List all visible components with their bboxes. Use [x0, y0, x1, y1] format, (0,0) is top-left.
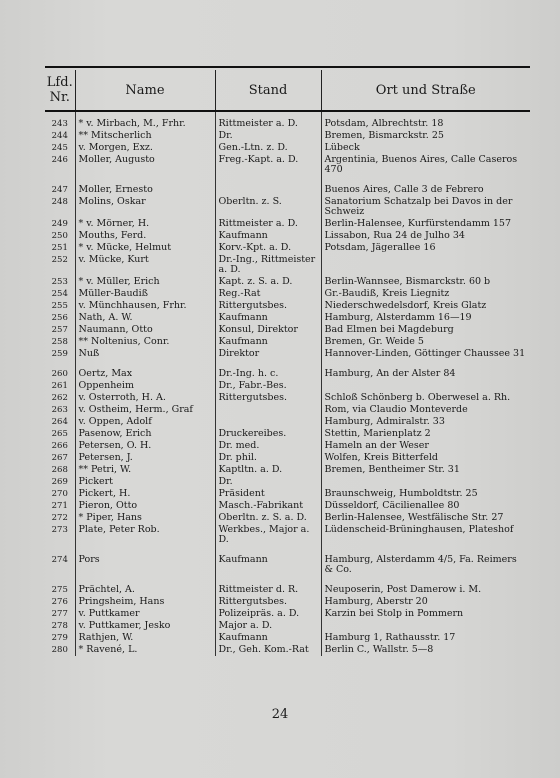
member-address: Sanatorium Schatzalp bei Davos in der Schweiz — [321, 196, 530, 218]
column-header-stand: Stand — [215, 70, 321, 111]
member-name: v. Oppen, Adolf — [75, 416, 215, 428]
member-address: Hamburg, Aberstr 20 — [321, 596, 530, 608]
member-occupation: Oberltn. z. S. — [215, 196, 321, 218]
member-address: Wolfen, Kreis Bitterfeld — [321, 452, 530, 464]
member-name: Pors — [75, 546, 215, 576]
member-name: v. Mücke, Kurt — [75, 254, 215, 276]
table-row — [45, 524, 530, 546]
member-occupation: Direktor — [215, 348, 321, 360]
member-address: Bremen, Bismarckstr. 25 — [321, 130, 530, 142]
table-row — [45, 154, 530, 176]
member-name: Pasenow, Erich — [75, 428, 215, 440]
row-number: 261 — [51, 381, 68, 391]
member-address: Düsseldorf, Cäcilienallee 80 — [321, 500, 530, 512]
member-address: Lüdenscheid-Brüninghausen, Plateshof — [321, 524, 530, 546]
member-occupation: Rittergutsbes. — [215, 300, 321, 312]
table-row — [45, 488, 530, 500]
table-row — [45, 620, 530, 632]
table-row — [45, 380, 530, 392]
row-number: 243 — [51, 119, 68, 129]
table-row — [45, 392, 530, 404]
table-row — [45, 608, 530, 620]
table-row — [45, 632, 530, 644]
row-number: 267 — [51, 453, 68, 463]
member-name: v. Münchhausen, Frhr. — [75, 300, 215, 312]
row-number: 272 — [51, 513, 68, 523]
column-header-ort: Ort und Straße — [321, 70, 530, 111]
member-address: Hameln an der Weser — [321, 440, 530, 452]
row-number: 262 — [51, 393, 68, 403]
member-name: * v. Müller, Erich — [75, 276, 215, 288]
table-row — [45, 644, 530, 656]
member-name: * Ravené, L. — [75, 644, 215, 656]
member-occupation: Major a. D. — [215, 620, 321, 632]
member-occupation: Dr., Fabr.-Bes. — [215, 380, 321, 392]
member-address: Hamburg, Admiralstr. 33 — [321, 416, 530, 428]
member-address: Gr.-Baudiß, Kreis Liegnitz — [321, 288, 530, 300]
table-header-row — [45, 70, 530, 111]
member-address: Hamburg, Alsterdamm 4/5, Fa. Reimers & Co. — [321, 546, 530, 576]
row-number: 252 — [51, 255, 68, 265]
table-row — [45, 130, 530, 142]
member-name: * Piper, Hans — [75, 512, 215, 524]
member-name: * v. Mirbach, M., Frhr. — [75, 118, 215, 130]
member-address: Hamburg, An der Alster 84 — [321, 360, 530, 380]
member-name: v. Osterroth, H. A. — [75, 392, 215, 404]
row-number: 276 — [51, 597, 68, 607]
member-address: Bremen, Gr. Weide 5 — [321, 336, 530, 348]
table-row — [45, 512, 530, 524]
member-occupation — [215, 416, 321, 428]
row-number: 253 — [51, 277, 68, 287]
member-occupation: Oberltn. z. S. a. D. — [215, 512, 321, 524]
member-address: Hannover-Linden, Göttinger Chaussee 31 — [321, 348, 530, 360]
row-number: 271 — [51, 501, 68, 511]
member-address: Bad Elmen bei Magdeburg — [321, 324, 530, 336]
row-number: 260 — [51, 369, 68, 379]
row-number: 273 — [51, 525, 68, 535]
table-row — [45, 196, 530, 218]
member-occupation: Rittmeister d. R. — [215, 576, 321, 596]
table-row — [45, 176, 530, 196]
table-row — [45, 360, 530, 380]
row-number: 257 — [51, 325, 68, 335]
member-address: Berlin-Halensee, Kurfürstendamm 157 — [321, 218, 530, 230]
member-occupation: Freg.-Kapt. a. D. — [215, 154, 321, 176]
member-address: Schloß Schönberg b. Oberwesel a. Rh. — [321, 392, 530, 404]
member-address: Buenos Aires, Calle 3 de Febrero — [321, 176, 530, 196]
page-number: 24 — [271, 707, 289, 722]
member-name: Petersen, O. H. — [75, 440, 215, 452]
member-occupation: Kaufmann — [215, 632, 321, 644]
member-occupation: Konsul, Direktor — [215, 324, 321, 336]
table-row — [45, 254, 530, 276]
table-row — [45, 230, 530, 242]
member-name: Petersen, J. — [75, 452, 215, 464]
member-name: Pickert, H. — [75, 488, 215, 500]
row-number: 250 — [51, 231, 68, 241]
member-occupation: Reg.-Rat — [215, 288, 321, 300]
row-number: 259 — [51, 349, 68, 359]
member-address: Berlin-Halensee, Westfälische Str. 27 — [321, 512, 530, 524]
row-number: 254 — [51, 289, 68, 299]
member-name: Pickert — [75, 476, 215, 488]
member-occupation — [215, 176, 321, 196]
member-occupation: Dr.-Ing., Rittmeister a. D. — [215, 254, 321, 276]
table-row — [45, 500, 530, 512]
row-number: 270 — [51, 489, 68, 499]
table-row — [45, 242, 530, 254]
member-address: Karzin bei Stolp in Pommern — [321, 608, 530, 620]
member-address — [321, 620, 530, 632]
row-number: 255 — [51, 301, 68, 311]
row-number: 274 — [51, 555, 68, 565]
member-name: Mouths, Ferd. — [75, 230, 215, 242]
table-row — [45, 416, 530, 428]
member-occupation: Gen.-Ltn. z. D. — [215, 142, 321, 154]
member-name: Müller-Baudiß — [75, 288, 215, 300]
member-occupation: Dr. phil. — [215, 452, 321, 464]
member-address: Neuposerin, Post Damerow i. M. — [321, 576, 530, 596]
row-number: 251 — [51, 243, 68, 253]
member-occupation: Rittmeister a. D. — [215, 218, 321, 230]
table-row — [45, 440, 530, 452]
member-address: Braunschweig, Humboldtstr. 25 — [321, 488, 530, 500]
table-row — [45, 288, 530, 300]
row-number: 266 — [51, 441, 68, 451]
row-number: 247 — [51, 185, 68, 195]
member-occupation: Rittergutsbes. — [215, 596, 321, 608]
member-occupation: Werkbes., Major a. D. — [215, 524, 321, 546]
member-occupation: Kaufmann — [215, 336, 321, 348]
member-name: ** Mitscherlich — [75, 130, 215, 142]
table-row — [45, 336, 530, 348]
member-name: * v. Mörner, H. — [75, 218, 215, 230]
row-number: 264 — [51, 417, 68, 427]
row-number: 265 — [51, 429, 68, 439]
row-number: 280 — [51, 645, 68, 655]
column-header-lfd-nr: Lfd. Nr. — [46, 75, 73, 105]
member-name: v. Ostheim, Herm., Graf — [75, 404, 215, 416]
table-row — [45, 452, 530, 464]
member-address: Potsdam, Albrechtstr. 18 — [321, 118, 530, 130]
table-row — [45, 576, 530, 596]
member-address: Hamburg, Alsterdamm 16—19 — [321, 312, 530, 324]
member-name: Prächtel, A. — [75, 576, 215, 596]
table-body — [45, 111, 530, 656]
member-address: Bremen, Bentheimer Str. 31 — [321, 464, 530, 476]
row-number: 275 — [51, 585, 68, 595]
member-table — [45, 70, 530, 656]
member-occupation: Rittergutsbes. — [215, 392, 321, 404]
row-number: 268 — [51, 465, 68, 475]
member-address: Niederschwedelsdorf, Kreis Glatz — [321, 300, 530, 312]
member-name: Pringsheim, Hans — [75, 596, 215, 608]
member-occupation: Korv.-Kpt. a. D. — [215, 242, 321, 254]
member-occupation: Kapt. z. S. a. D. — [215, 276, 321, 288]
row-number: 278 — [51, 621, 68, 631]
member-occupation: Polizeipräs. a. D. — [215, 608, 321, 620]
row-number: 249 — [51, 219, 68, 229]
member-name: Molins, Oskar — [75, 196, 215, 218]
table-row — [45, 324, 530, 336]
member-name: v. Morgen, Exz. — [75, 142, 215, 154]
member-name: Pieron, Otto — [75, 500, 215, 512]
member-name: ** Petri, W. — [75, 464, 215, 476]
member-occupation — [215, 404, 321, 416]
member-name: Nath, A. W. — [75, 312, 215, 324]
member-name: * v. Mücke, Helmut — [75, 242, 215, 254]
member-name: Oppenheim — [75, 380, 215, 392]
member-address: Berlin C., Wallstr. 5—8 — [321, 644, 530, 656]
member-occupation: Präsident — [215, 488, 321, 500]
member-name: Oertz, Max — [75, 360, 215, 380]
table-row — [45, 276, 530, 288]
member-occupation: Dr. — [215, 130, 321, 142]
member-occupation: Dr. — [215, 476, 321, 488]
row-number: 248 — [51, 197, 68, 207]
table-row — [45, 300, 530, 312]
member-occupation: Kaufmann — [215, 312, 321, 324]
member-occupation: Kaufmann — [215, 230, 321, 242]
member-address: Stettin, Marienplatz 2 — [321, 428, 530, 440]
member-address: Lübeck — [321, 142, 530, 154]
table-row — [45, 142, 530, 154]
member-occupation: Rittmeister a. D. — [215, 118, 321, 130]
row-number: 263 — [51, 405, 68, 415]
member-name: Moller, Ernesto — [75, 176, 215, 196]
row-number: 258 — [51, 337, 68, 347]
member-name: Nuß — [75, 348, 215, 360]
table-row — [45, 464, 530, 476]
member-address — [321, 380, 530, 392]
member-name: v. Puttkamer — [75, 608, 215, 620]
member-address: Hamburg 1, Rathausstr. 17 — [321, 632, 530, 644]
table-row — [45, 312, 530, 324]
member-address: Lissabon, Rua 24 de Julho 34 — [321, 230, 530, 242]
table-row — [45, 348, 530, 360]
row-number: 245 — [51, 143, 68, 153]
row-number: 244 — [51, 131, 68, 141]
table-row — [45, 596, 530, 608]
table-row — [45, 428, 530, 440]
member-occupation: Kaufmann — [215, 546, 321, 576]
member-name: Rathjen, W. — [75, 632, 215, 644]
table-row — [45, 118, 530, 130]
top-rule — [45, 66, 530, 68]
member-address: Argentinia, Buenos Aires, Calle Caseros 470 — [321, 154, 530, 176]
member-address — [321, 476, 530, 488]
member-name: Moller, Augusto — [75, 154, 215, 176]
table-row — [45, 476, 530, 488]
member-occupation: Dr.-Ing. h. c. — [215, 360, 321, 380]
table-row — [45, 218, 530, 230]
member-name: Plate, Peter Rob. — [75, 524, 215, 546]
member-occupation: Druckereibes. — [215, 428, 321, 440]
table-row — [45, 404, 530, 416]
member-address: Berlin-Wannsee, Bismarckstr. 60 b — [321, 276, 530, 288]
member-name: v. Puttkamer, Jesko — [75, 620, 215, 632]
member-occupation: Kaptltn. a. D. — [215, 464, 321, 476]
member-occupation: Dr. med. — [215, 440, 321, 452]
member-address: Potsdam, Jägerallee 16 — [321, 242, 530, 254]
column-header-name: Name — [75, 70, 215, 111]
row-number: 279 — [51, 633, 68, 643]
member-occupation: Dr., Geh. Kom.-Rat — [215, 644, 321, 656]
member-name: ** Noltenius, Conr. — [75, 336, 215, 348]
member-name: Naumann, Otto — [75, 324, 215, 336]
row-number: 269 — [51, 477, 68, 487]
row-number: 277 — [51, 609, 68, 619]
member-occupation: Masch.-Fabrikant — [215, 500, 321, 512]
row-number: 246 — [51, 155, 68, 165]
member-address: Rom, via Claudio Monteverde — [321, 404, 530, 416]
table-row — [45, 546, 530, 576]
row-number: 256 — [51, 313, 68, 323]
member-address — [321, 254, 530, 276]
